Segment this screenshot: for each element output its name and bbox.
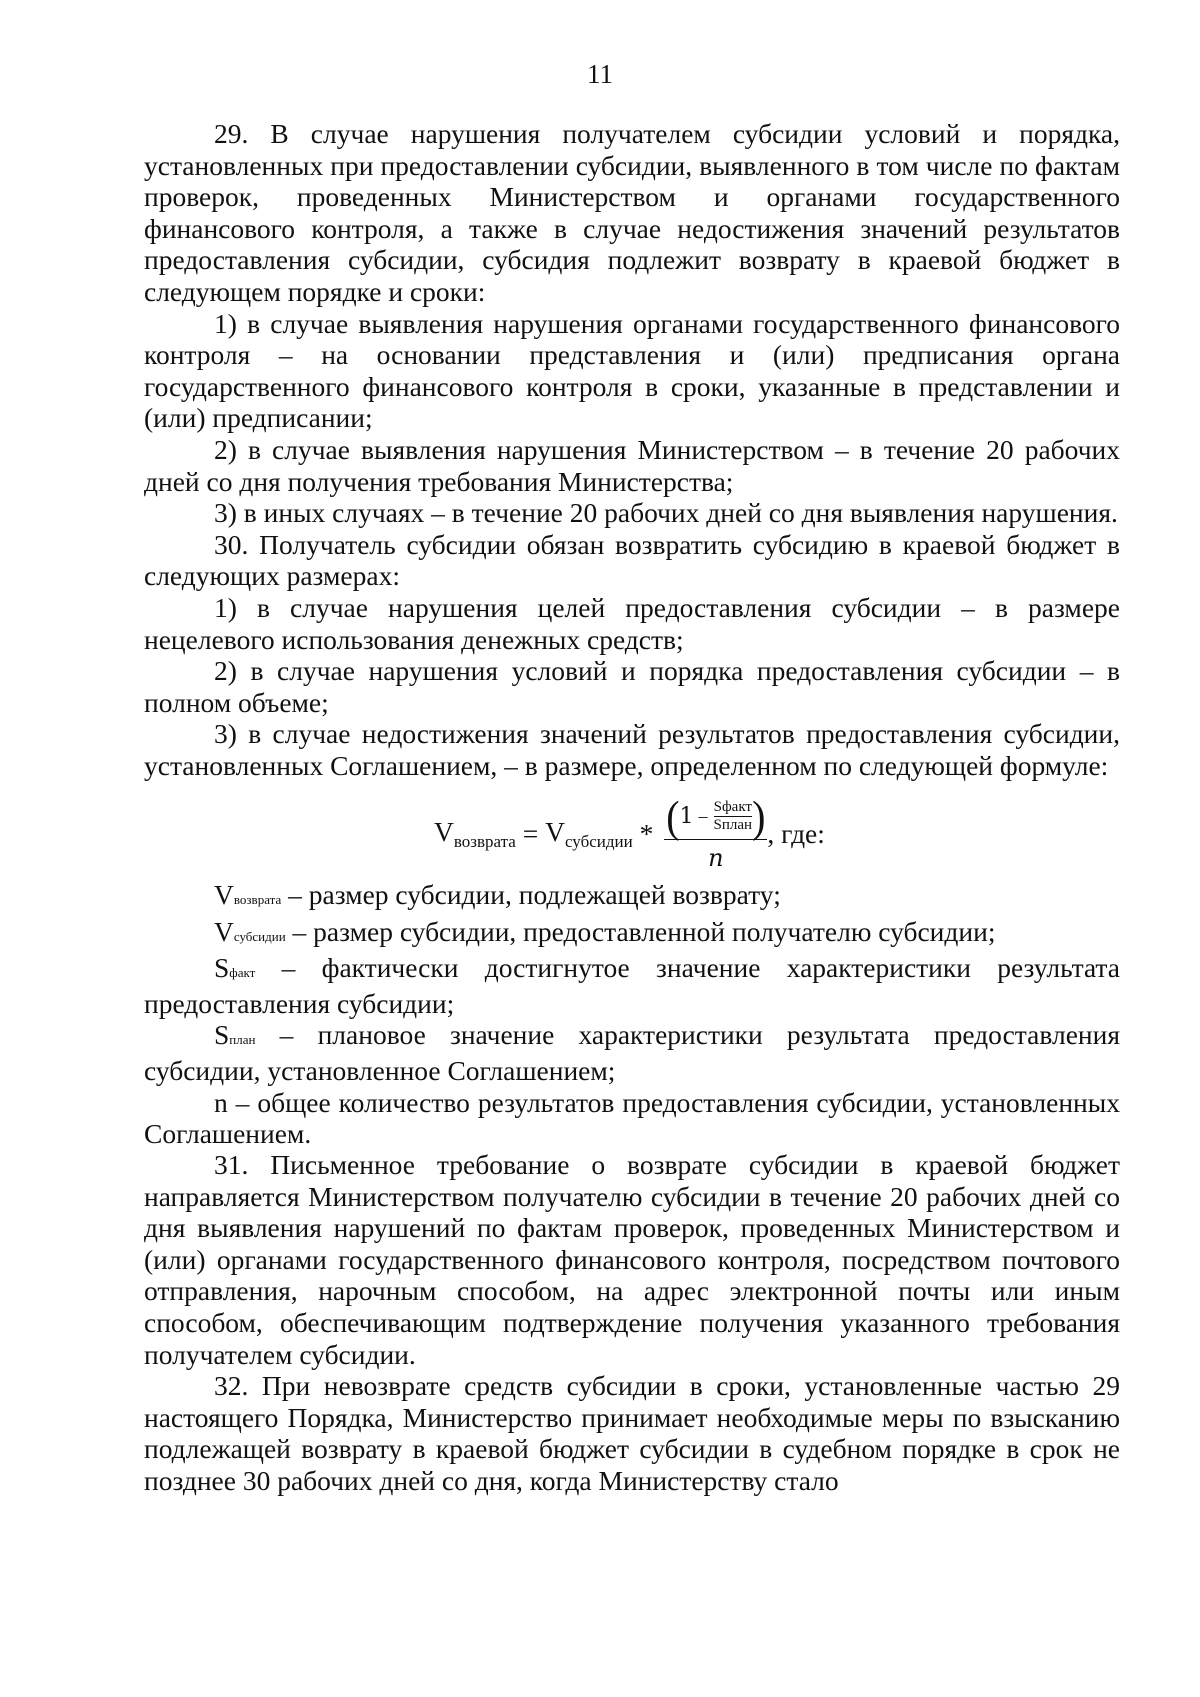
paragraph-31: 31. Письменное требование о возврате субсидии в краевой бюджет направляется Министерством получателю субсидии в течение 20 рабочих дней со дня выявления нарушений по фактам проверок, проведенных Министерством и (или) органами государственного финансового контроля, посредством почтового отправления, нарочным способом, на адрес электронной почты или иным способом, обеспечивающим подтверждение получения указанного требования получателем субсидии. <box>144 1149 1120 1370</box>
formula-s-plan: Sплан <box>713 817 753 834</box>
page-number: 11 <box>587 59 613 89</box>
paragraph-29-item-3: 3) в иных случаях – в течение 20 рабочих дней со дня выявления нарушения. <box>214 497 1118 529</box>
definition-n: n – общее количество результатов предоставления субсидии, установленных Соглашением. <box>144 1086 1120 1149</box>
paragraph-30-item-1: 1) в случае нарушения целей предоставления субсидии – в размере нецелевого использования денежных средств; <box>144 591 1120 655</box>
formula-numerator: ( 1 – $\frac{\text{Sфакт}}{\text{Sплан}}$ ) <box>666 791 766 842</box>
formula-fraction <box>664 791 767 872</box>
paragraph-29-item-2: 2) в случае выявления нарушения Министерством – в течение 20 рабочих дней со дня получения требования Министерства; <box>144 433 1120 497</box>
formula-equals: = <box>515 818 546 850</box>
formula-v-subsidy: $V_{субсидии}$ <box>545 816 633 852</box>
paragraph-30-item-3: 3) в случае недостижения значений результатов предоставления субсидии, установленных Соглашением, – в размере, определенном по следующей формуле: <box>144 718 1120 781</box>
formula-s-fact: Sфакт <box>713 799 752 816</box>
paragraph-29-item-1: 1) в случае выявления нарушения органами государственного финансового контроля – на основании представления и (или) предписания органа государственного финансового контроля в сроки, указанные в представлении и (или) предписании; <box>144 307 1120 434</box>
formula-ratio <box>714 799 753 834</box>
definition-v-subsidy: Vсубсидии – размер субсидии, предоставленной получателю субсидии; <box>214 915 996 947</box>
document-body <box>144 118 1120 1497</box>
formula-denominator: n <box>708 843 724 872</box>
definition-s-plan: Sплан – плановое значение характеристики результата предоставления субсидии, установленное Соглашением; <box>144 1019 1120 1087</box>
paragraph-32: 32. При невозврате средств субсидии в сроки, установленные частью 29 настоящего Порядка, Министерство принимает необходимые меры по взысканию подлежащей возврату в краевой бюджет субсидии в судебном порядке в срок не позднее 30 рабочих дней со дня, когда Министерству стало <box>144 1370 1120 1497</box>
refund-formula <box>144 783 1120 879</box>
formula-tail: , где: <box>767 818 825 850</box>
formula-v-return: $V_{возврата}$ <box>434 816 516 852</box>
definition-v-return: Vвозврата – размер субсидии, подлежащей возврату; <box>214 879 781 911</box>
paragraph-29: 29. В случае нарушения получателем субсидии условий и порядка, установленных при предоставлении субсидии, выявленного в том числе по фактам проверок, проведенных Министерством и органами государственного финансового контроля, а также в случае недостижения значений результатов предоставления субсидии, субсидия подлежит возврату в краевой бюджет в следующем порядке и сроки: <box>144 118 1120 307</box>
paragraph-30: 30. Получатель субсидии обязан возвратить субсидию в краевой бюджет в следующих размерах: <box>144 528 1120 592</box>
paragraph-30-item-2: 2) в случае нарушения условий и порядка предоставления субсидии – в полном объеме; <box>144 655 1120 718</box>
definition-s-fact: Sфакт – фактически достигнутое значение характеристики результата предоставления субсидии; <box>144 951 1120 1020</box>
formula-times: * <box>632 818 661 850</box>
